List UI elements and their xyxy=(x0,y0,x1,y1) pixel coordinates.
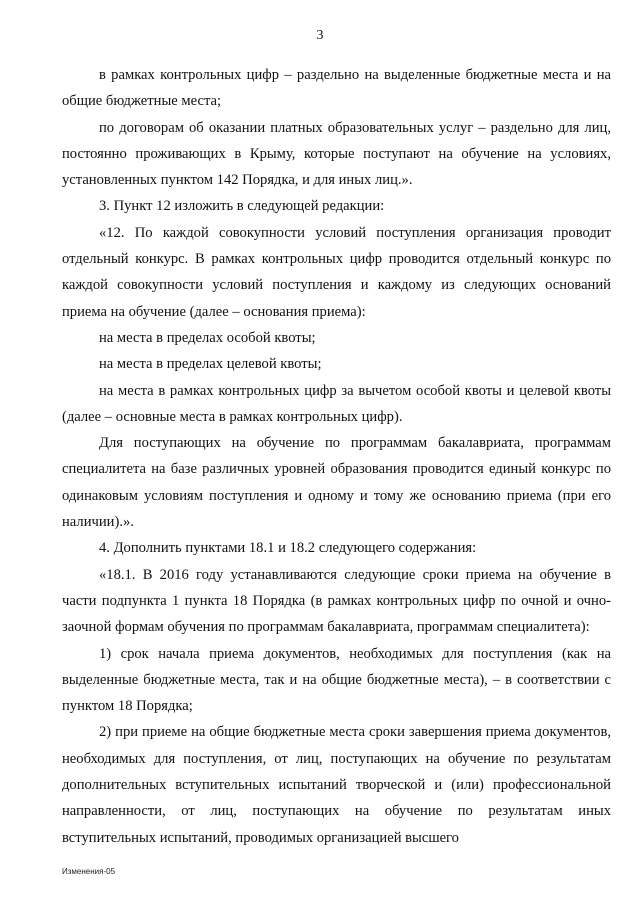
paragraph: Для поступающих на обучение по программам бакалавриата, программам специалитета на базе различных уровней образования проводится единый конкурс по одинаковым условиям поступления и одному и тому же основанию приема (при его наличии).». xyxy=(62,435,611,531)
paragraph: 1) срок начала приема документов, необходимых для поступления (как на выделенные бюджетные места, так и на общие бюджетные места), – в соответствии с пунктом 18 Порядка; xyxy=(62,645,611,715)
paragraph: на места в пределах целевой квоты; xyxy=(99,356,322,373)
paragraph: в рамках контрольных цифр – раздельно на выделенные бюджетные места и на общие бюджетные места; xyxy=(62,67,611,110)
document-body xyxy=(62,62,611,851)
paragraph: 3. Пункт 12 изложить в следующей редакции: xyxy=(99,198,385,215)
paragraph: 2) при приеме на общие бюджетные места сроки завершения приема документов, необходимых для поступления, от лиц, поступающих на обучение по результатам дополнительных вступительных испытаний творческой и (или) профессиональной направленности, от лиц, поступающих на обучение по результатам иных вступительных испытаний, проводимых организацией высшего xyxy=(62,724,611,846)
paragraph: по договорам об оказании платных образовательных услуг – раздельно для лиц, постоянно проживающих в Крыму, которые поступают на обучение на условиях, установленных пунктом 142 Порядка, и для иных лиц.». xyxy=(62,119,611,189)
page-number: 3 xyxy=(316,28,324,43)
paragraph: на места в пределах особой квоты; xyxy=(99,329,316,346)
footer-label: Изменения-05 xyxy=(62,867,116,876)
paragraph: на места в рамках контрольных цифр за вычетом особой квоты и целевой квоты (далее – основные места в рамках контрольных цифр). xyxy=(62,382,611,425)
paragraph: 4. Дополнить пунктами 18.1 и 18.2 следующего содержания: xyxy=(99,540,477,557)
paragraph: «18.1. В 2016 году устанавливаются следующие сроки приема на обучение в части подпункта 1 пункта 18 Порядка (в рамках контрольных цифр по очной и очно-заочной формам обучения по программам бакалавриата, программам специалитета): xyxy=(62,566,611,636)
paragraph: «12. По каждой совокупности условий поступления организация проводит отдельный конкурс. В рамках контрольных цифр проводится отдельный конкурс по каждой совокупности условий поступления и каждому из следующих оснований приема на обучение (далее – основания приема): xyxy=(62,224,611,320)
